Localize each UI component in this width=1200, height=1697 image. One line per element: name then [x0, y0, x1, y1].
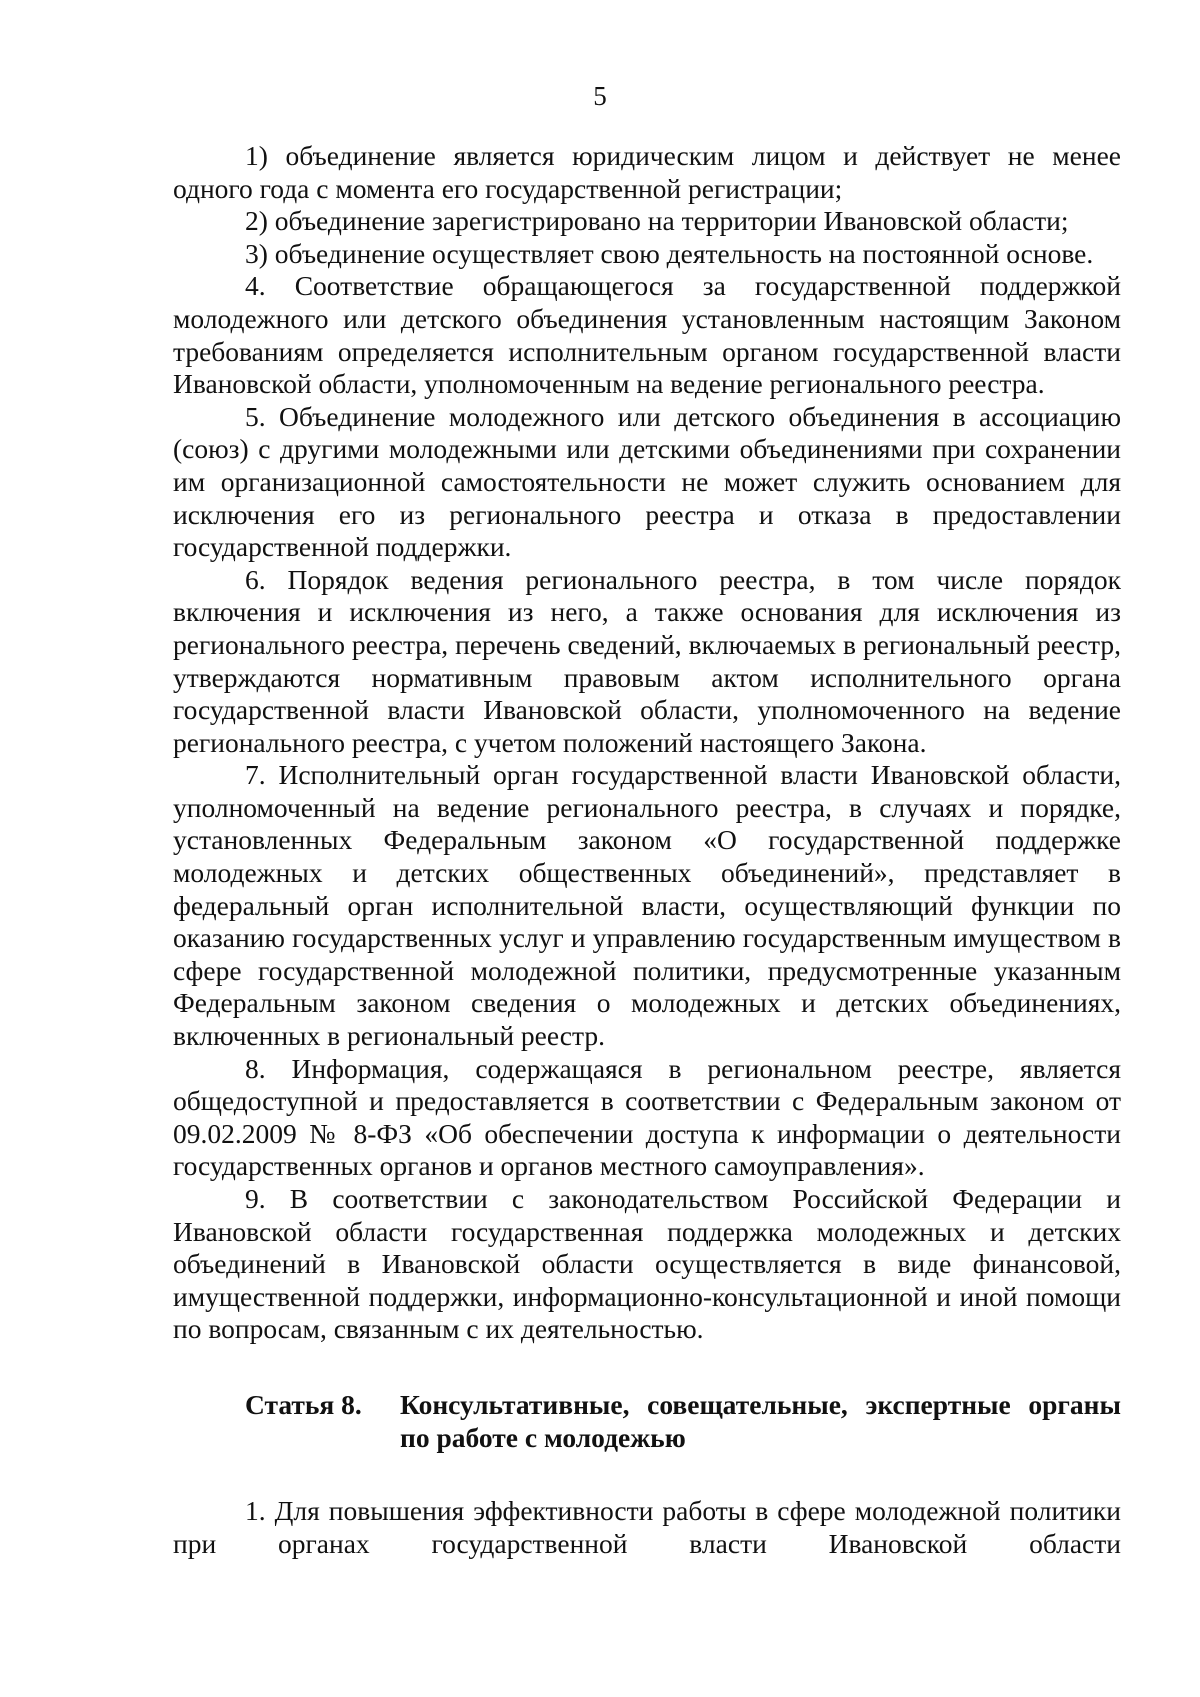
- paragraph-4: 4. Соответствие обращающегося за государственной поддержкой молодежного или детского объединения установленным настоящим Законом требованиям определяется исполнительным органом государственной власти Ивановской области, уполномоченным на ведение регионального реестра.: [173, 270, 1121, 400]
- paragraph-item-2: 2) объединение зарегистрировано на территории Ивановской области;: [245, 205, 1069, 237]
- paragraph-5: 5. Объединение молодежного или детского объединения в ассоциацию (союз) с другими молодежными или детскими объединениями при сохранении им организационной самостоятельности не может служить основанием для исключения его из регионального реестра и отказа в предоставлении государственной поддержки.: [173, 400, 1121, 563]
- article-title: Консультативные, совещательные, экспертные органы по работе с молодежью: [400, 1389, 1121, 1453]
- paragraph-8: 8. Информация, содержащаяся в региональном реестре, является общедоступной и предоставляется в соответствии с Федеральным законом от 09.02.2009 № 8-ФЗ «Об обеспечении доступа к информации о деятельности государственных органов и органов местного самоуправления».: [173, 1052, 1121, 1182]
- paragraph-6: 6. Порядок ведения регионального реестра, в том числе порядок включения и исключения из него, а также основания для исключения из регионального реестра, перечень сведений, включаемых в региональный реестр, утверждаются нормативным правовым актом исполнительного органа государственной власти Ивановской области, уполномоченного на ведение регионального реестра, с учетом положений настоящего Закона.: [173, 563, 1121, 758]
- paragraph-item-3: 3) объединение осуществляет свою деятельность на постоянной основе.: [245, 237, 1094, 269]
- page-number: 5: [593, 81, 607, 111]
- article-paragraph-1: 1. Для повышения эффективности работы в сфере молодежной политики при органах государственной власти Ивановской области: [173, 1495, 1121, 1559]
- article-number: Статья 8.: [245, 1389, 362, 1420]
- document-body: [173, 140, 1121, 1346]
- paragraph-item-1: 1) объединение является юридическим лицом и действует не менее одного года с момента его государственной регистрации;: [173, 140, 1121, 204]
- article-heading: [245, 1389, 1121, 1454]
- paragraph-9: 9. В соответствии с законодательством Российской Федерации и Ивановской области государственная поддержка молодежных и детских объединений в Ивановской области осуществляется в виде финансовой, имущественной поддержки, информационно-консультационной и иной помощи по вопросам, связанным с их деятельностью.: [173, 1183, 1121, 1345]
- article-body: [173, 1495, 1121, 1560]
- paragraph-7: 7. Исполнительный орган государственной власти Ивановской области, уполномоченный на ведение регионального реестра, в случаях и порядке, установленных Федеральным законом «О государственной поддержке молодежных и детских общественных объединений», представляет в федеральный орган исполнительной власти, осуществляющий функции по оказанию государственных услуг и управлению государственным имуществом в сфере государственной молодежной политики, предусмотренные указанным Федеральным законом сведения о молодежных и детских объединениях, включенных в региональный реестр.: [173, 759, 1121, 1052]
